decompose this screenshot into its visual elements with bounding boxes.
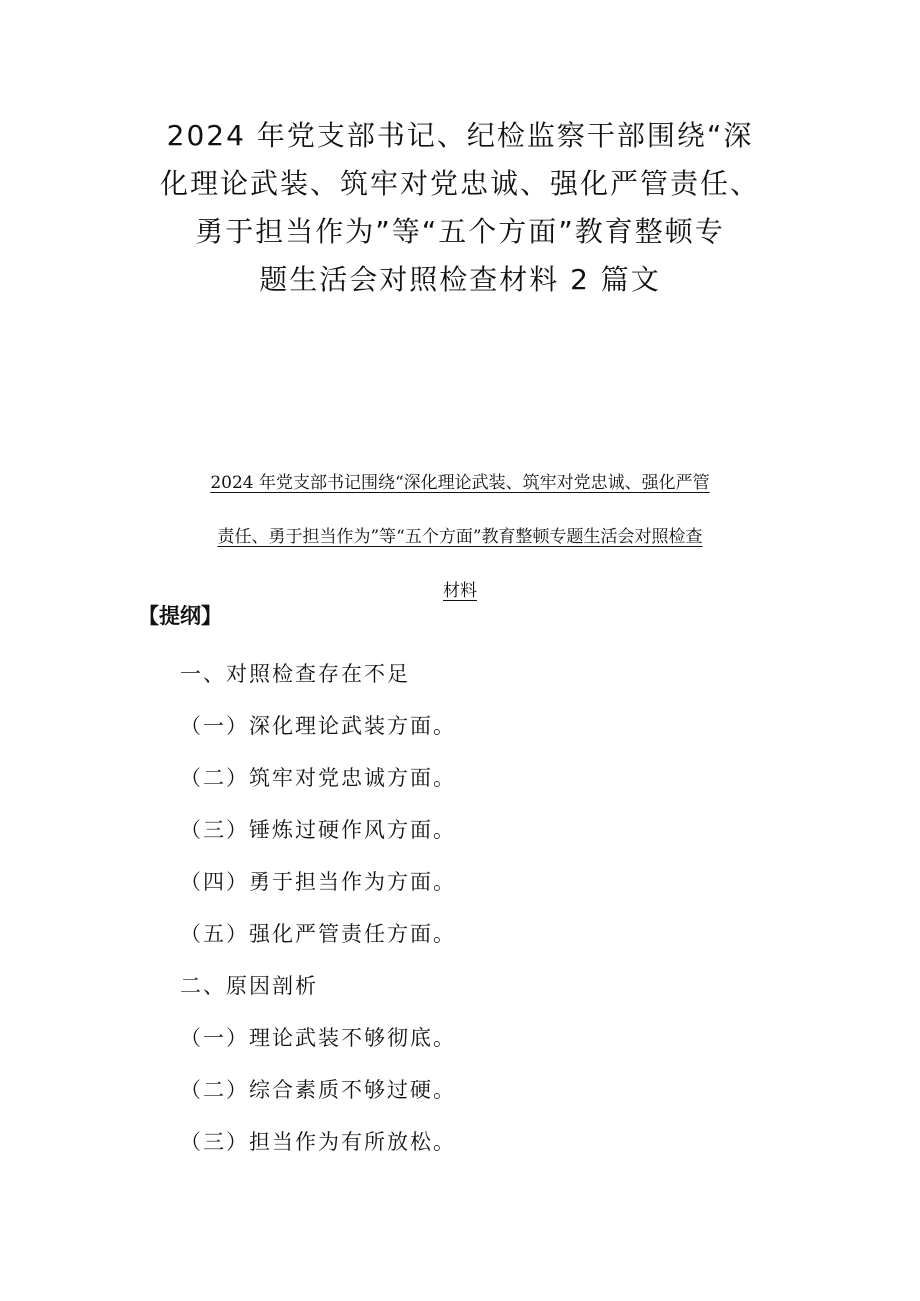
document-title xyxy=(120,112,800,304)
outline-item: （二）综合素质不够过硬。 xyxy=(180,1078,456,1102)
outline-item: （一）深化理论武装方面。 xyxy=(180,714,456,738)
outline-item: 二、原因剖析 xyxy=(180,974,318,998)
outline-heading: 【提纲】 xyxy=(138,604,222,628)
outline-item: （三）锤炼过硬作风方面。 xyxy=(180,818,456,842)
document-title-line: 化理论武装、筑牢对党忠诚、强化严管责任、 xyxy=(159,167,760,200)
outline-item: （四）勇于担当作为方面。 xyxy=(180,870,456,894)
section-title-line: 材料 xyxy=(443,581,477,601)
section-title-line: 责任、勇于担当作为”等“五个方面”教育整顿专题生活会对照检查 xyxy=(217,527,703,547)
outline-item: （一）理论武装不够彻底。 xyxy=(180,1026,456,1050)
document-title-line: 2024 年党支部书记、纪检监察干部围绕“深 xyxy=(166,119,754,152)
section-title xyxy=(110,456,810,618)
outline-item: （三）担当作为有所放松。 xyxy=(180,1130,456,1154)
section-title-line: 2024 年党支部书记围绕“深化理论武装、筑牢对党忠诚、强化严管 xyxy=(210,473,710,493)
outline-item: （五）强化严管责任方面。 xyxy=(180,922,456,946)
document-title-line: 题生活会对照检查材料 2 篇文 xyxy=(259,263,661,296)
outline-item: （二）筑牢对党忠诚方面。 xyxy=(180,766,456,790)
outline-item: 一、对照检查存在不足 xyxy=(180,662,410,686)
document-title-line: 勇于担当作为”等“五个方面”教育整顿专 xyxy=(195,215,725,248)
